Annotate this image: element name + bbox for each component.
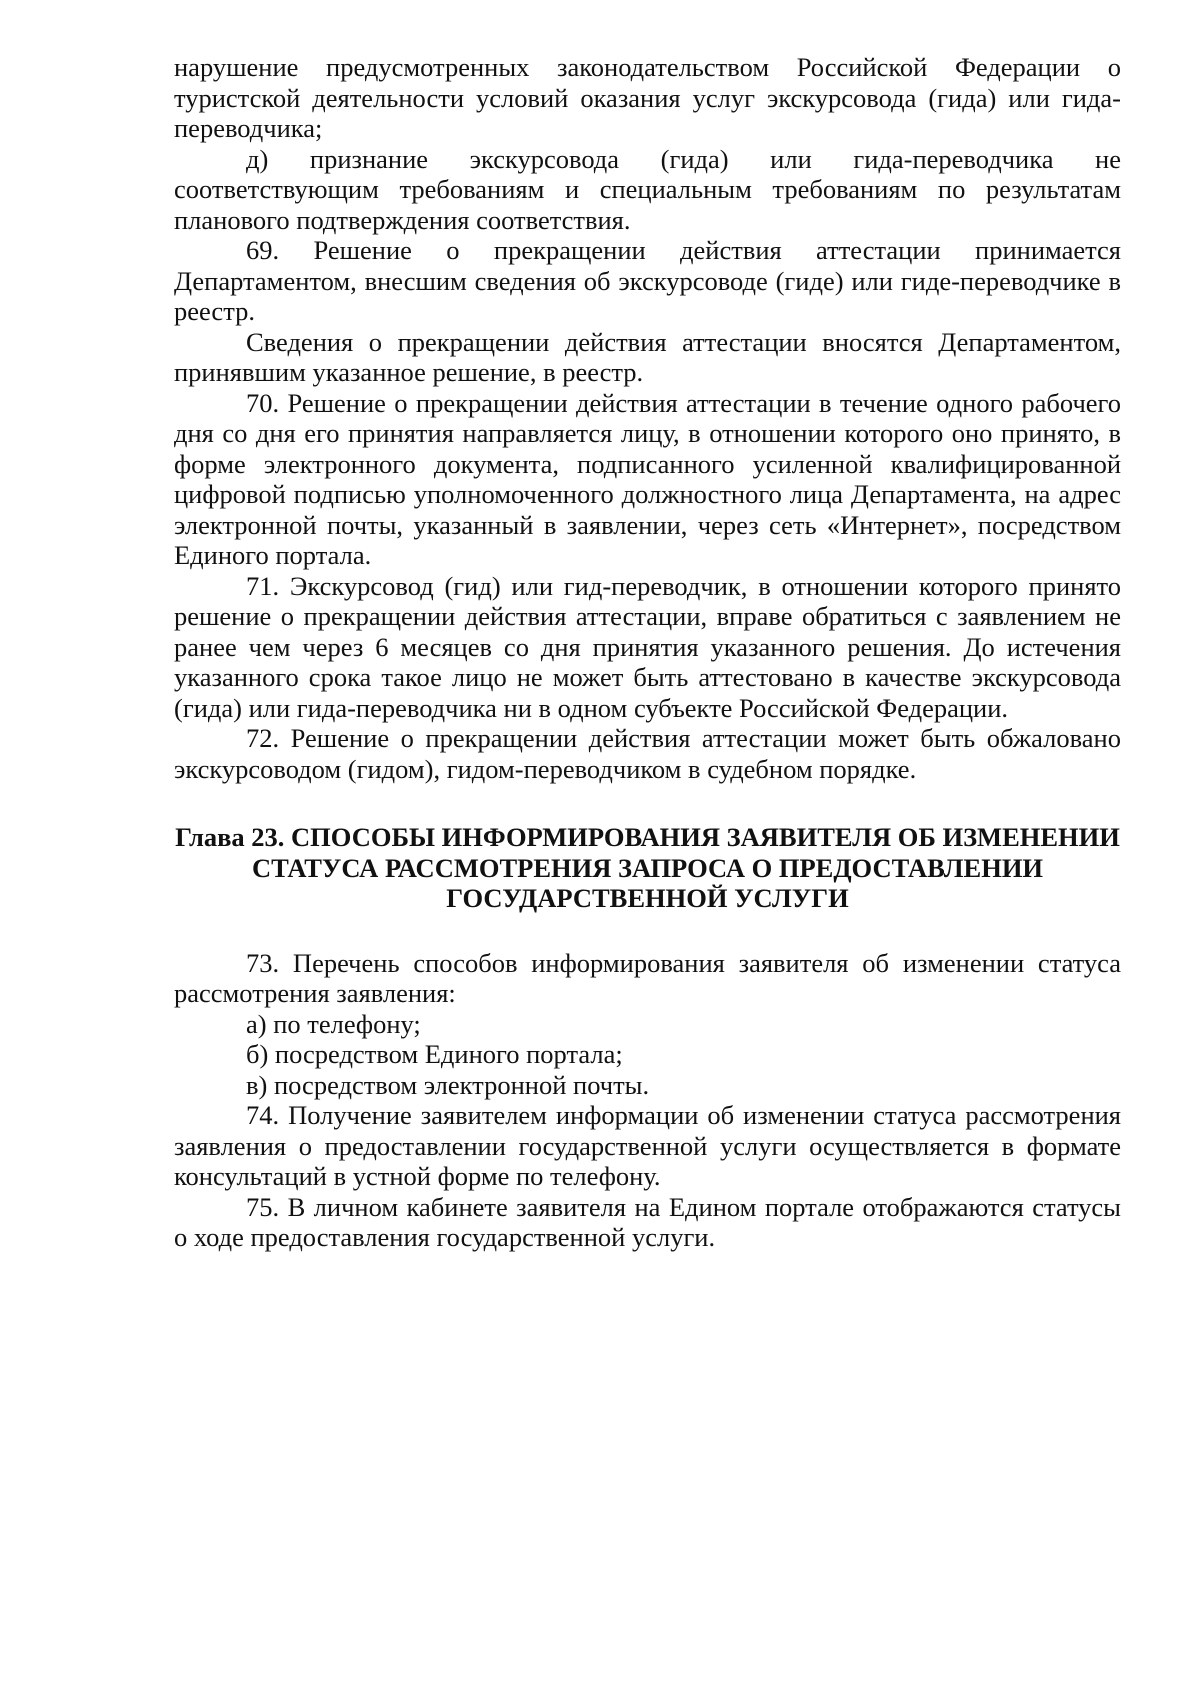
list-item-a: а) по телефону; xyxy=(246,1008,421,1039)
chapter-heading xyxy=(174,822,1121,914)
paragraph-71: 71. Экскурсовод (гид) или гид-переводчик, в отношении которого принято решение о прекращении действия аттестации, вправе обратиться с заявлением не ранее чем через 6 месяцев со дня принятия указанного решения. До истечения указанного срока такое лицо не может быть аттестовано в качестве экскурсовода (гида) или гида-переводчика ни в одном субъекте Российской Федерации. xyxy=(174,570,1121,723)
paragraph-73: 73. Перечень способов информирования заявителя об изменении статуса рассмотрения заявления: xyxy=(174,947,1121,1008)
document-page xyxy=(174,52,1121,1253)
paragraph-74: 74. Получение заявителем информации об изменении статуса рассмотрения заявления о предоставлении государственной услуги осуществляется в формате консультаций в устной форме по телефону. xyxy=(174,1100,1121,1191)
paragraph-d: д) признание экскурсовода (гида) или гида-переводчика не соответствующим требованиям и специальным требованиям по результатам планового подтверждения соответствия. xyxy=(174,143,1121,235)
paragraph-69: 69. Решение о прекращении действия аттестации принимается Департаментом, внесшим сведения об экскурсоводе (гиде) или гиде-переводчике в реестр. xyxy=(174,235,1121,326)
paragraph-70: 70. Решение о прекращении действия аттестации в течение одного рабочего дня со дня его принятия направляется лицу, в отношении которого оно принято, в форме электронного документа, подписанного усиленной квалифицированной цифровой подписью уполномоченного должностного лица Департамента, на адрес электронной почты, указанный в заявлении, через сеть «Интернет», посредством Единого портала. xyxy=(174,387,1121,570)
paragraph-72: 72. Решение о прекращении действия аттестации может быть обжаловано экскурсоводом (гидом), гидом-переводчиком в судебном порядке. xyxy=(174,723,1121,784)
chapter-heading-line-1: Глава 23. СПОСОБЫ ИНФОРМИРОВАНИЯ ЗАЯВИТЕЛЯ ОБ ИЗМЕНЕНИИ xyxy=(175,822,1120,852)
list-item-b: б) посредством Единого портала; xyxy=(246,1039,623,1069)
chapter-heading-line-3: ГОСУДАРСТВЕННОЙ УСЛУГИ xyxy=(446,883,849,913)
paragraph-69-second: Сведения о прекращении действия аттестации вносятся Департаментом, принявшим указанное решение, в реестр. xyxy=(174,326,1121,387)
chapter-heading-line-2: СТАТУСА РАССМОТРЕНИЯ ЗАПРОСА О ПРЕДОСТАВЛЕНИИ xyxy=(251,852,1044,883)
paragraph-continuation: нарушение предусмотренных законодательством Российской Федерации о туристской деятельности условий оказания услуг экскурсовода (гида) или гида-переводчика; xyxy=(174,52,1121,143)
paragraph-75: 75. В личном кабинете заявителя на Едином портале отображаются статусы о ходе предоставления государственной услуги. xyxy=(174,1191,1121,1252)
list-item-c: в) посредством электронной почты. xyxy=(246,1069,650,1100)
